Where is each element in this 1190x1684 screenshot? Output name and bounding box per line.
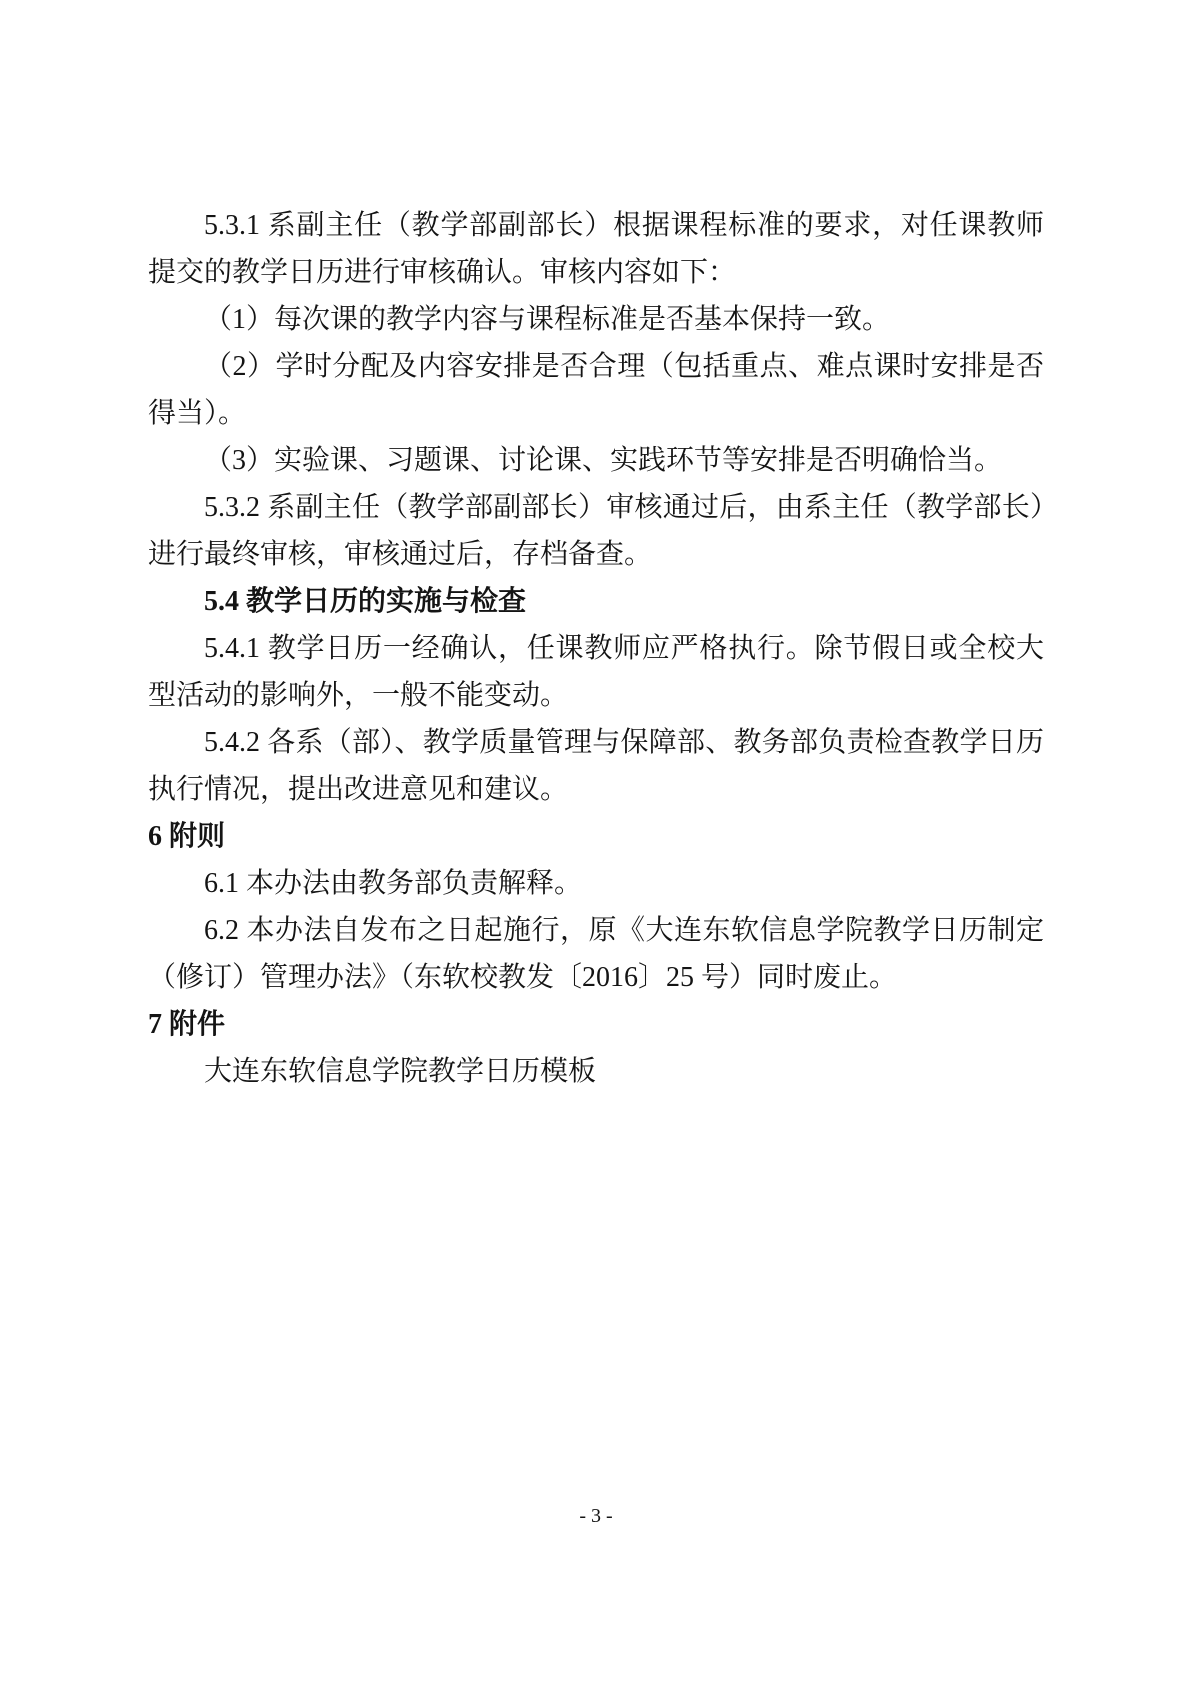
paragraph-5-4-1: 5.4.1 教学日历一经确认，任课教师应严格执行。除节假日或全校大型活动的影响外，一般不能变动。 <box>148 633 1044 711</box>
paragraph-attachment: 大连东软信息学院教学日历模板 <box>204 1056 597 1087</box>
paragraph-6-2: 6.2 本办法自发布之日起施行，原《大连东软信息学院教学日历制定（修订）管理办法》（东软校教发〔2016〕25 号）同时废止。 <box>148 915 1044 993</box>
paragraph-5-3-2: 5.3.2 系副主任（教学部副部长）审核通过后，由系主任（教学部长）进行最终审核，审核通过后，存档备查。 <box>148 492 1044 570</box>
heading-7-attachment: 7 附件 <box>148 1009 226 1040</box>
page-number: - 3 - <box>579 1505 613 1527</box>
paragraph-6-1: 6.1 本办法由教务部负责解释。 <box>204 868 583 899</box>
paragraph-item-1: （1）每次课的教学内容与课程标准是否基本保持一致。 <box>204 304 891 335</box>
paragraph-5-4-2: 5.4.2 各系（部）、教学质量管理与保障部、教务部负责检查教学日历执行情况，提出改进意见和建议。 <box>148 727 1044 805</box>
document-body <box>148 202 1044 1095</box>
heading-6-supplementary: 6 附则 <box>148 821 226 852</box>
paragraph-item-3: （3）实验课、习题课、讨论课、实践环节等安排是否明确恰当。 <box>204 445 1003 476</box>
paragraph-item-2: （2）学时分配及内容安排是否合理（包括重点、难点课时安排是否得当）。 <box>148 351 1044 429</box>
paragraph-5-3-1: 5.3.1 系副主任（教学部副部长）根据课程标准的要求，对任课教师提交的教学日历进行审核确认。审核内容如下： <box>148 210 1044 288</box>
heading-5-4: 5.4 教学日历的实施与检查 <box>204 586 527 617</box>
